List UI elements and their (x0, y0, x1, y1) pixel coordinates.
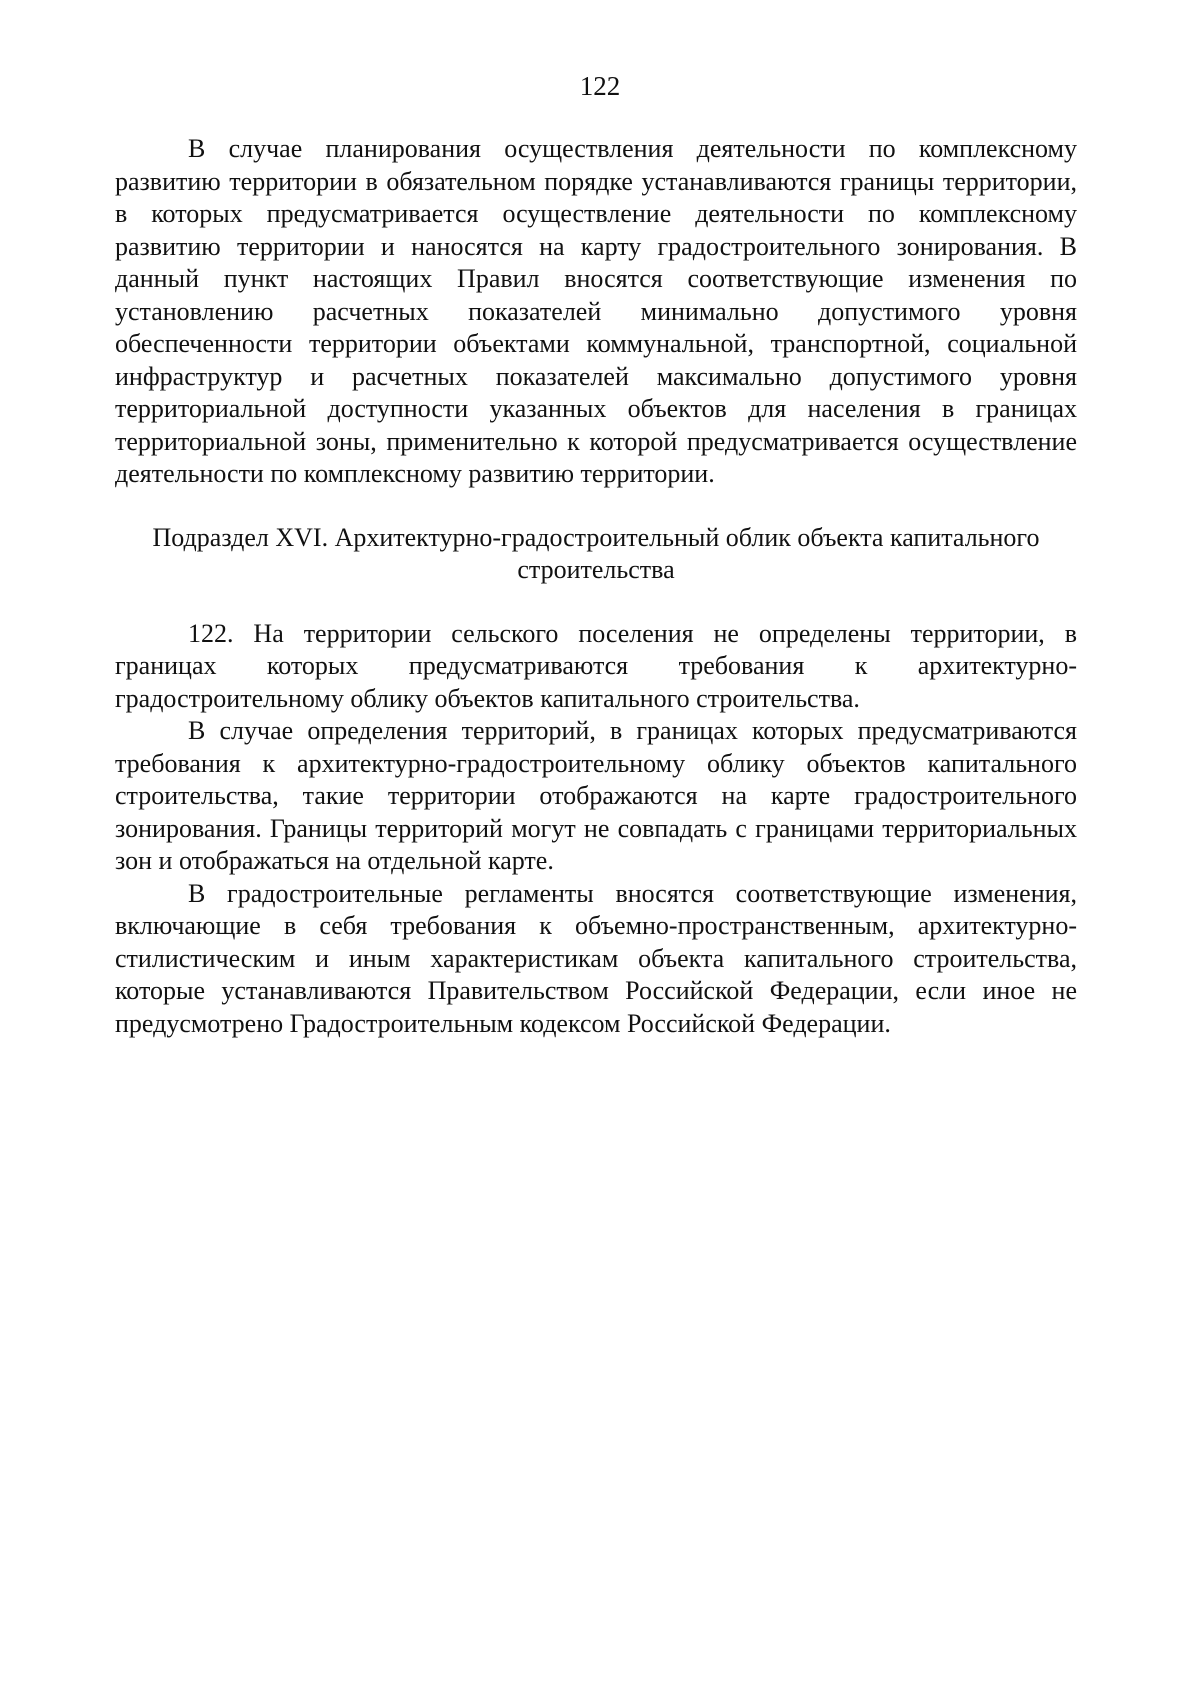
paragraph-regulations-changes: В градостроительные регламенты вносятся соответствующие изменения, включающие в себя требования к объемно-пространственным, архитектурно-стилистическим и иным характеристикам объекта капитального строительства, которые устанавливаются Правительством Российской Федерации, если иное не предусмотрено Градостроительным кодексом Российской Федерации. (115, 878, 1077, 1038)
paragraph-territory-definition: В случае определения территорий, в границах которых предусматриваются требования к архитектурно-градостроительному облику объектов капитального строительства, такие территории отображаются на карте градостроительного зонирования. Границы территорий могут не совпадать с границами территориальных зон и отображаться на отдельной карте. (115, 716, 1077, 875)
subsection-heading: Подраздел XVI. Архитектурно-градостроительный облик объекта капитального строительства (152, 522, 1040, 584)
page-number: 122 (579, 71, 621, 101)
document-body (115, 133, 1077, 1040)
paragraph-122: 122. На территории сельского поселения не определены территории, в границах которых предусматриваются требования к архитектурно-градостроительному облику объектов капитального строительства. (115, 618, 1077, 713)
paragraph-complex-development: В случае планирования осуществления деятельности по комплексному развитию территории в обязательном порядке устанавливаются границы территории, в которых предусматривается осуществление деятельности по комплексному развитию территории и наносятся на карту градостроительного зонирования. В данный пункт настоящих Правил вносятся соответствующие изменения по установлению расчетных показателей минимально допустимого уровня обеспеченности территории объектами коммунальной, транспортной, социальной инфраструктур и расчетных показателей максимально допустимого уровня территориальной доступности указанных объектов для населения в границах территориальной зоны, применительно к которой предусматривается осуществление деятельности по комплексному развитию территории. (115, 134, 1077, 488)
